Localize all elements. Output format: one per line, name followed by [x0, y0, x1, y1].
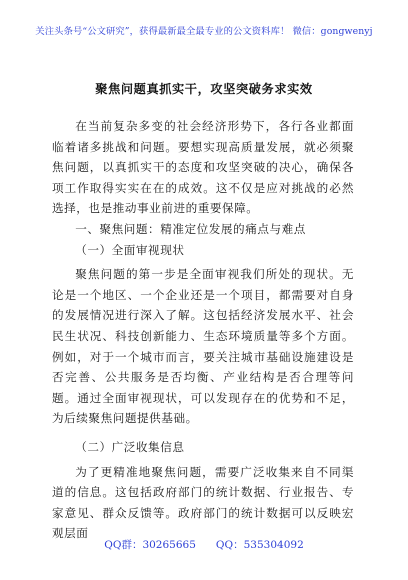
document-body [52, 116, 354, 544]
paragraph-intro: 在当前复杂多变的社会经济形势下，各行各业都面临着诸多挑战和问题。要想实现高质量发展，就必须聚焦问题，以真抓实干的态度和攻坚突破的决心，确保各项工作取得实实在在的成效。这不仅是应对挑战的必然选择，也是推动事业前进的重要保障。 [52, 119, 354, 216]
subsection-heading-2: （二）广泛收集信息 [75, 439, 185, 454]
footer-qq: QQ：535304092 [215, 539, 304, 551]
paragraph-collect-info: 为了更精准地聚焦问题，需要广泛收集来自不同渠道的信息。这包括政府部门的统计数据、行业报告、专家意见、群众反馈等。政府部门的统计数据可以反映宏观层面 [52, 464, 354, 541]
footer-qq-group: QQ群：30265665 [104, 539, 196, 551]
subsection-heading-1: （一）全面审视现状 [75, 242, 185, 257]
footer-contact [0, 537, 408, 552]
section-heading-1: 一、聚焦问题：精准定位发展的痛点与难点 [75, 221, 306, 236]
header-promo-note: 关注头条号“公文研究”，获得最新最全最专业的公文资料库！ 微信：gongwenyj [35, 26, 373, 37]
document-title: 聚焦问题真抓实干，攻坚突破务求实效 [95, 82, 313, 96]
paragraph-review-status: 聚焦问题的第一步是全面审视我们所处的现状。无论是一个地区、一个企业还是一个项目，都需要对自身的发展情况进行深入了解。这包括经济发展水平、社会民生状况、科技创新能力、生态环境质量等多个方面。例如，对于一个城市而言，要关注城市基础设施建设是否完善、公共服务是否均衡、产业结构是否合理等问题。通过全面审视现状，可以发现存在的优势和不足，为后续聚焦问题提供基础。 [52, 267, 354, 426]
